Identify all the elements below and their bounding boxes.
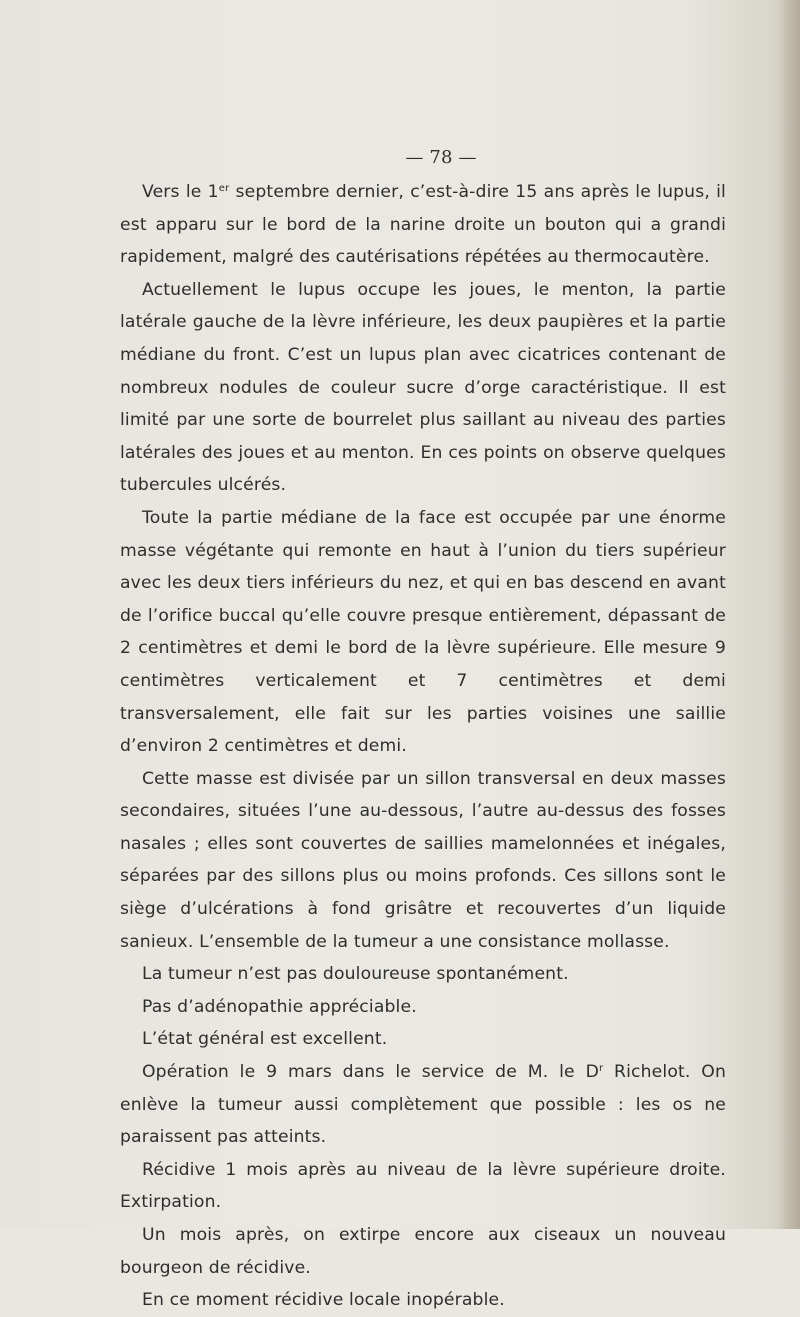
page-number: — 78 —: [405, 147, 477, 168]
paragraph-11: En ce moment récidive locale inopérable.: [142, 1290, 505, 1311]
paragraph-7: L’état général est excellent.: [142, 1029, 388, 1050]
paragraph-10: Un mois après, on extirpe encore aux ciseaux un nouveau bourgeon de récidive.: [120, 1225, 726, 1278]
paragraph-6: Pas d’adénopathie appréciable.: [142, 996, 417, 1017]
paragraph-4: Cette masse est divisée par un sillon transversal en deux masses secondaires, situées l’une au-dessous, l’autre au-dessus des fosses nasales ; elles sont couvertes de saillies mamelonnées et inégales, séparées par des sillons plus ou moins profonds. Ces sillons sont le siège d’ulcérations à fond grisâtre et recouvertes d’un liquide sanieux. L’ensemble de la tumeur a une consistance mollasse.: [120, 768, 726, 952]
body-text: [120, 142, 726, 1317]
paragraph-1: Vers le 1er septembre dernier, c’est-à-dire 15 ans après le lupus, il est apparu sur le bord de la narine droite un bouton qui a grandi rapidement, malgré des cautérisations répétées au thermocautère.: [120, 182, 726, 268]
paragraph-5: La tumeur n’est pas douloureuse spontanément.: [142, 964, 569, 985]
paragraph-8: Opération le 9 mars dans le service de M. le $D^r$ Richelot. On enlève la tumeur aussi complètement que possible : les os ne paraissent pas atteints.: [120, 1062, 726, 1148]
paragraph-3: Toute la partie médiane de la face est occupée par une énorme masse végétante qui remonte en haut à l’union du tiers supérieur avec les deux tiers inférieurs du nez, et qui en bas descend en avant de l’orifice buccal qu’elle couvre presque entièrement, dépassant de 2 centimètres et demi le bord de la lèvre supérieure. Elle mesure 9 centimètres verticalement et 7 centimètres et demi transversalement, elle fait sur les parties voisines une saillie d’environ 2 centimètres et demi.: [120, 507, 726, 757]
paragraph-9: Récidive 1 mois après au niveau de la lèvre supérieure droite. Extirpation.: [120, 1159, 726, 1213]
page-edge-shadow: [778, 0, 800, 1229]
paragraph-2: Actuellement le lupus occupe les joues, le menton, la partie latérale gauche de la lèvre inférieure, les deux paupières et la partie médiane du front. C’est un lupus plan avec cicatrices contenant de nombreux nodules de couleur sucre d’orge caractéristique. Il est limité par une sorte de bourrelet plus saillant au niveau des parties latérales des joues et au menton. En ces points on observe quelques tubercules ulcérés.: [120, 279, 726, 496]
